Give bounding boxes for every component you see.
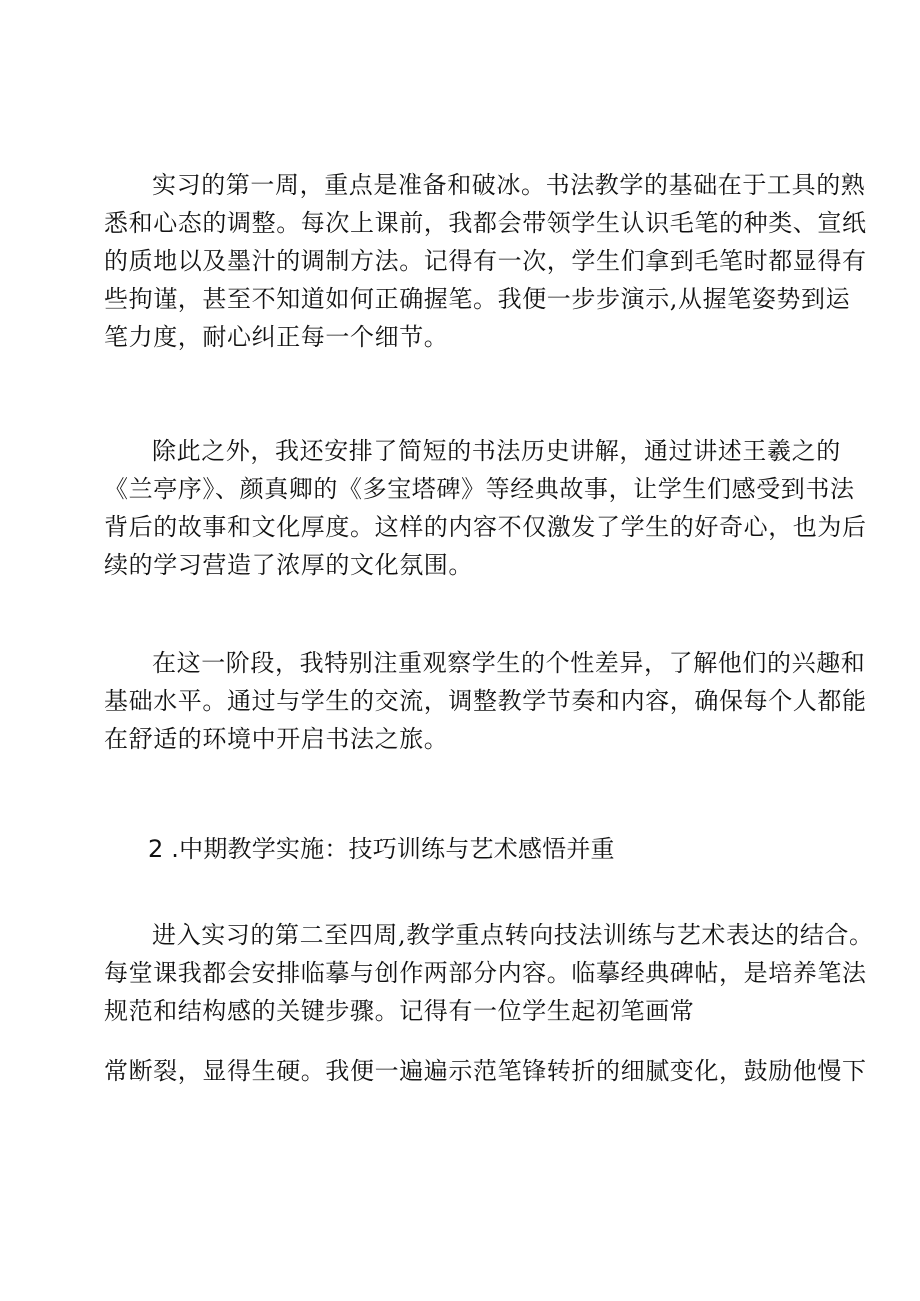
paragraph-line: 在舒适的环境中开启书法之旅。: [104, 725, 449, 753]
paragraph-line: 悉和心态的调整。每次上课前，我都会带领学生认识毛笔的种类、宣纸: [104, 209, 867, 237]
paragraph-history: [104, 432, 867, 584]
paragraph-line: 背后的故事和文化厚度。这样的内容不仅激发了学生的好奇心，也为后: [104, 513, 867, 541]
paragraph-line: 《兰亭序》、颜真卿的《多宝塔碑》等经典故事，让学生们感受到书法: [104, 475, 855, 503]
paragraph-line: 的质地以及墨汁的调制方法。记得有一次，学生们拿到毛笔时都显得有: [104, 247, 867, 275]
paragraph-line: 规范和结构感的关键步骤。记得有一位学生起初笔画常: [104, 997, 695, 1025]
paragraph-line: 进入实习的第二至四周,教学重点转向技法训练与艺术表达的结合。: [152, 921, 874, 949]
paragraph-line: 实习的第一周，重点是准备和破冰。书法教学的基础在于工具的熟: [152, 171, 866, 199]
paragraph-continuation: [104, 1052, 867, 1090]
paragraph-line: 常断裂，显得生硬。我便一遍遍示范笔锋转折的细腻变化，鼓励他慢下: [104, 1057, 867, 1085]
paragraph-mid-term: [104, 916, 874, 1030]
paragraph-line: 在这一阶段，我特别注重观察学生的个性差异，了解他们的兴趣和: [152, 649, 866, 677]
paragraph-line: 除此之外，我还安排了简短的书法历史讲解，通过讲述王羲之的: [152, 437, 841, 465]
paragraph-individual-differences: [104, 644, 867, 758]
paragraph-first-week: [104, 166, 867, 356]
paragraph-line: 续的学习营造了浓厚的文化氛围。: [104, 551, 473, 579]
paragraph-line: 笔力度，耐心纠正每一个细节。: [104, 323, 449, 351]
section-heading: 2 .中期教学实施：技巧训练与艺术感悟并重: [148, 835, 615, 863]
paragraph-line: 些拘谨，甚至不知道如何正确握笔。我便一步步演示,从握笔姿势到运: [104, 285, 851, 313]
paragraph-line: 基础水平。通过与学生的交流，调整教学节奏和内容，确保每个人都能: [104, 687, 867, 715]
paragraph-line: 每堂课我都会安排临摹与创作两部分内容。临摹经典碑帖，是培养笔法: [104, 959, 867, 987]
